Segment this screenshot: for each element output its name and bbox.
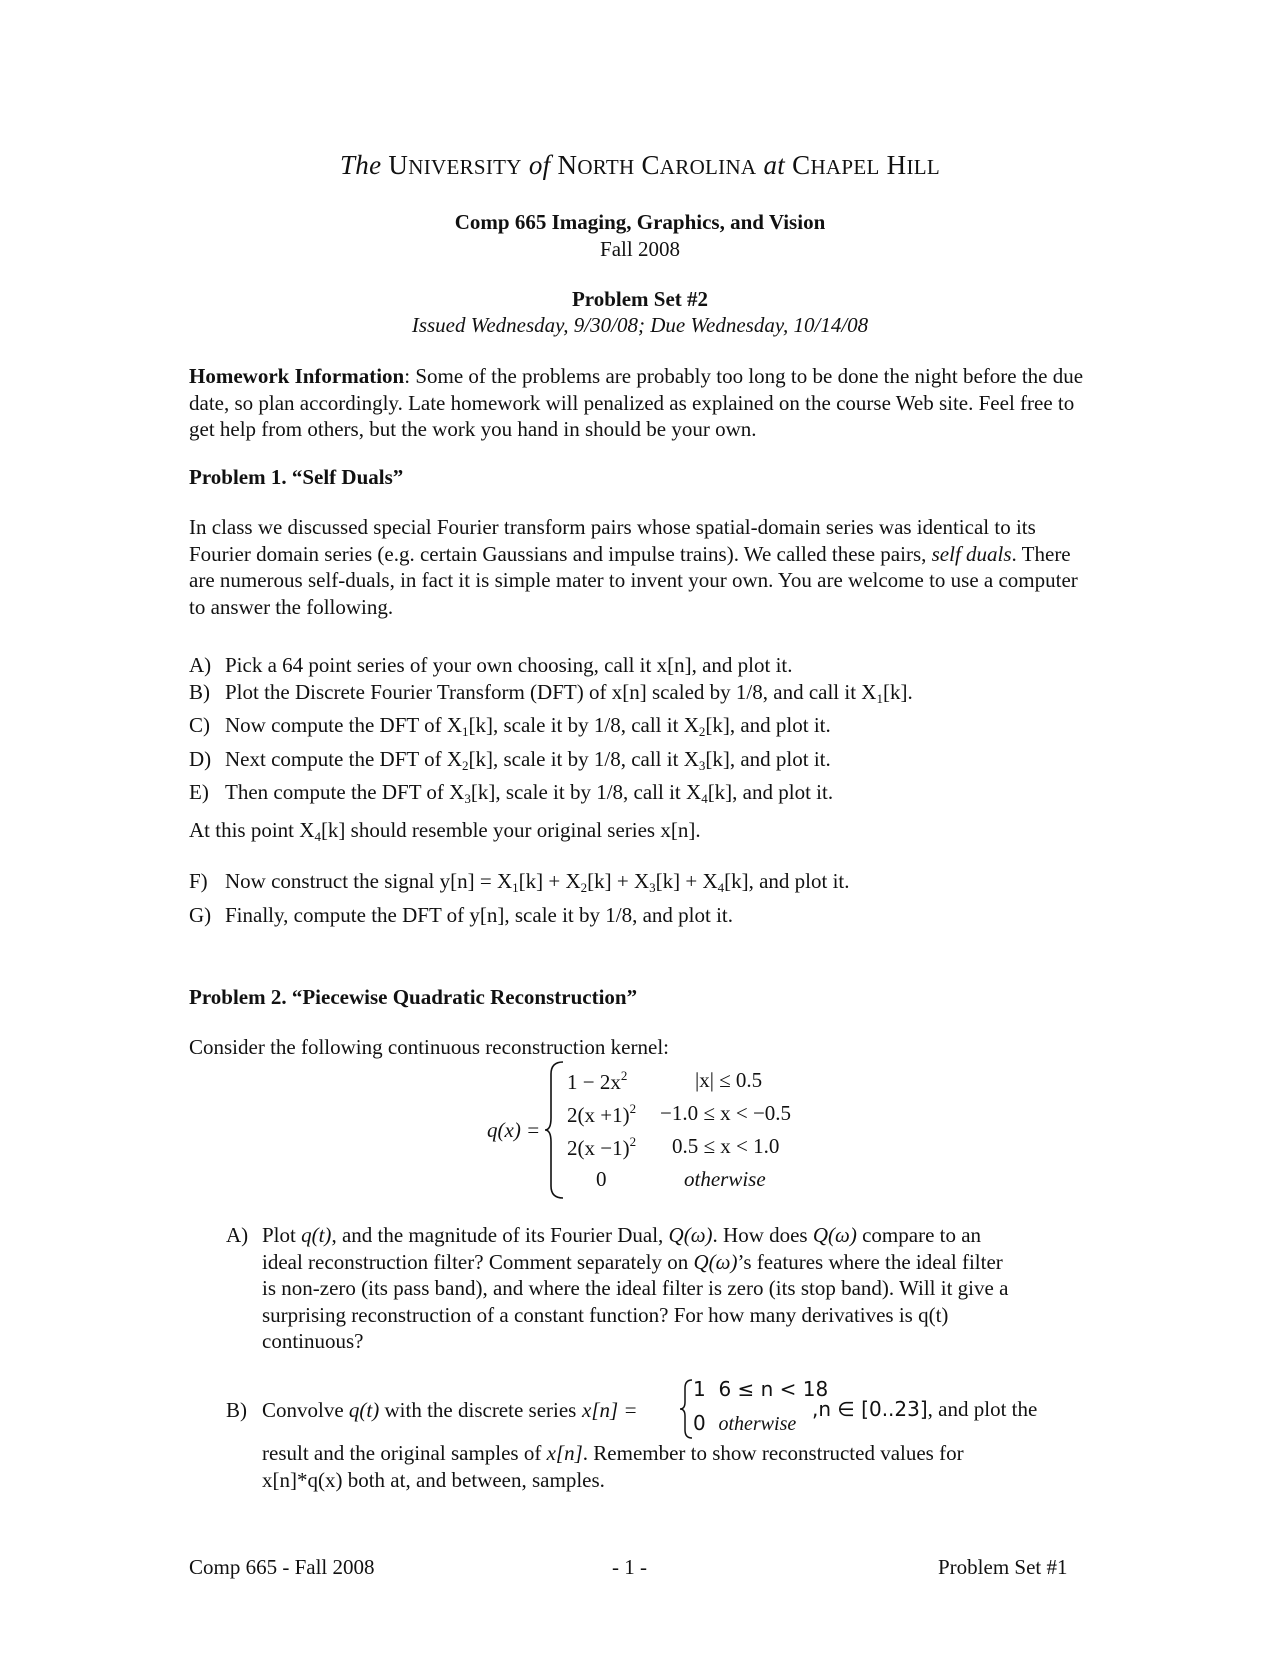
item-label: D)	[189, 746, 212, 771]
case-expr: $2(x +1)^2$	[567, 1101, 637, 1127]
problem2-intro: Consider the following continuous reconstruction kernel:	[189, 1035, 669, 1059]
problem1-intro-em: self duals	[931, 541, 1012, 566]
univ-n2: ORTH	[577, 155, 635, 179]
univ-ch1: C	[792, 150, 811, 180]
problem1-list	[189, 652, 913, 813]
part-b-label: B)	[226, 1398, 247, 1422]
term: Fall 2008	[600, 237, 680, 261]
case-cond: otherwise	[684, 1167, 766, 1191]
list-item	[189, 746, 913, 780]
case-expr: $2(x -1)^2$	[567, 1134, 637, 1160]
item-label: E)	[189, 780, 209, 804]
problem-set-title: Problem Set #2	[571, 287, 709, 311]
univ-u1: U	[388, 150, 409, 180]
problem2-part-a: A) Plot q(t), and the magnitude of its Fourier Dual, Q(ω). How does Q(ω) compare to an ideal reconstruction filter? Comment separately on Q(ω)’s features where the ideal filter is non-zero (its pass band), and where the ideal filter is zero (its stop band). Will it give a surprising reconstruction of a constant function? For how many derivatives is q(t) continuous?	[226, 1223, 1009, 1353]
list-item	[189, 868, 850, 902]
footer-right: Problem Set #1	[938, 1555, 1068, 1579]
case-expr: $1 - 2x^2$	[567, 1068, 628, 1094]
issue-dates: Issued Wednesday, 9/30/08; Due Wednesday, 10/14/08	[411, 313, 869, 337]
item-label: F)	[189, 869, 208, 893]
item-label: G)	[189, 902, 212, 927]
case-row	[567, 1167, 827, 1200]
equation-brace	[545, 1060, 567, 1200]
univ-at: at	[763, 150, 786, 180]
problem1-list-2	[189, 868, 850, 928]
item-label: A)	[189, 653, 212, 677]
part-b-line1: Convolve q(t) with the discrete series	[262, 1398, 577, 1422]
homework-label: Homework Information	[189, 364, 405, 388]
course-title: Comp 665 Imaging, Graphics, and Vision	[454, 210, 826, 234]
part-b-case2: 0 otherwise	[693, 1411, 797, 1435]
univ-h2: ILL	[906, 155, 941, 179]
univ-c2: AROLINA	[659, 155, 757, 179]
item-text: Then compute the DFT of $X_3[k]$, scale it by 1/8, call it $X_4[k]$, and plot it.	[225, 780, 834, 806]
item-text: Now compute the DFT of $X_1[k]$, scale it by 1/8, call it $X_2[k]$, and plot it.	[225, 713, 831, 739]
case-expr: 0	[596, 1167, 607, 1191]
homework-text: : Some of the problems are probably too long to be done the night before the due date, so plan accordingly. Late homework will penalized as explained on the course Web site. Feel free to get help from others, but the work you hand in should be your own.	[189, 364, 1084, 441]
problem1-title: Problem 1. “Self Duals”	[189, 465, 404, 489]
equation-cases	[567, 1068, 827, 1200]
case-cond: |x| ≤ 0.5	[695, 1068, 763, 1092]
univ-of: of	[528, 150, 551, 180]
part-b-case1: 1 6 ≤ n < 18	[693, 1377, 829, 1401]
homework-info	[189, 363, 1089, 443]
item-text: Next compute the DFT of $X_2[k]$, scale it by 1/8, call it $X_3[k]$, and plot it.	[225, 746, 831, 773]
item-label: B)	[189, 679, 210, 704]
case-cond: −1.0 ≤ x < −0.5	[660, 1101, 792, 1125]
list-item	[189, 779, 913, 813]
univ-ch2: HAPEL	[810, 155, 880, 179]
item-label: C)	[189, 713, 210, 737]
list-item	[189, 679, 913, 713]
item-text: Pick a 64 point series of your own choosing, call it x[n], and plot it.	[225, 653, 793, 677]
case-cond: 0.5 ≤ x < 1.0	[672, 1134, 780, 1158]
case-row	[567, 1134, 827, 1167]
univ-c1: C	[641, 150, 660, 180]
list-item	[189, 652, 913, 679]
item-text: Plot q(t), and the magnitude of its Fourier Dual, Q(ω). How does Q(ω) compare to an	[262, 1223, 982, 1247]
item-text: Plot the Discrete Fourier Transform (DFT) of x[n] scaled by 1/8, and call it $X_1[k]$.	[225, 679, 913, 706]
problem2-title: Problem 2. “Piecewise Quadratic Reconstruction”	[189, 985, 638, 1009]
footer-left: Comp 665 - Fall 2008	[189, 1555, 375, 1579]
problem1-intro	[189, 514, 1089, 620]
equation-lhs: q(x) =	[487, 1118, 541, 1142]
univ-the: The	[339, 150, 382, 180]
item-text: Now construct the signal $y[n] = X_1[k] + X_2[k] + X_3[k] + X_4[k]$, and plot it.	[225, 869, 850, 895]
list-item	[189, 712, 913, 746]
univ-n1: N	[557, 150, 578, 180]
problem1-mid: At this point $X_4[k]$ should resemble your original series x[n].	[189, 818, 701, 844]
item-label: A)	[226, 1223, 249, 1247]
univ-u2: NIVERSITY	[408, 155, 522, 179]
part-b-brace	[680, 1378, 694, 1440]
part-b-rest: result and the original samples of x[n]. Remember to show reconstructed values for x[n]*q(x) both at, and between, samples.	[262, 1441, 964, 1492]
univ-h1: H	[886, 150, 907, 180]
part-b-xn: x[n] =	[582, 1398, 638, 1422]
case-row	[567, 1068, 827, 1101]
case-row	[567, 1101, 827, 1134]
university-title	[0, 150, 1280, 181]
list-item	[189, 902, 850, 929]
problem1-intro-a: In class we discussed special Fourier transform pairs whose spatial-domain series was identical to its Fourier domain series (e.g. certain Gaussians and impulse trains). We called these pairs,	[189, 515, 1036, 566]
page-number: - 1 -	[612, 1555, 647, 1579]
problem1-intro-b: . There are numerous self-duals, in fact it is simple mater to invent your own. You are welcome to use a computer to answer the following.	[189, 541, 1078, 619]
item-text: Finally, compute the DFT of y[n], scale it by 1/8, and plot it.	[225, 902, 734, 927]
part-b-domain: ,n ∈ [0..23], and plot the	[812, 1397, 1038, 1421]
